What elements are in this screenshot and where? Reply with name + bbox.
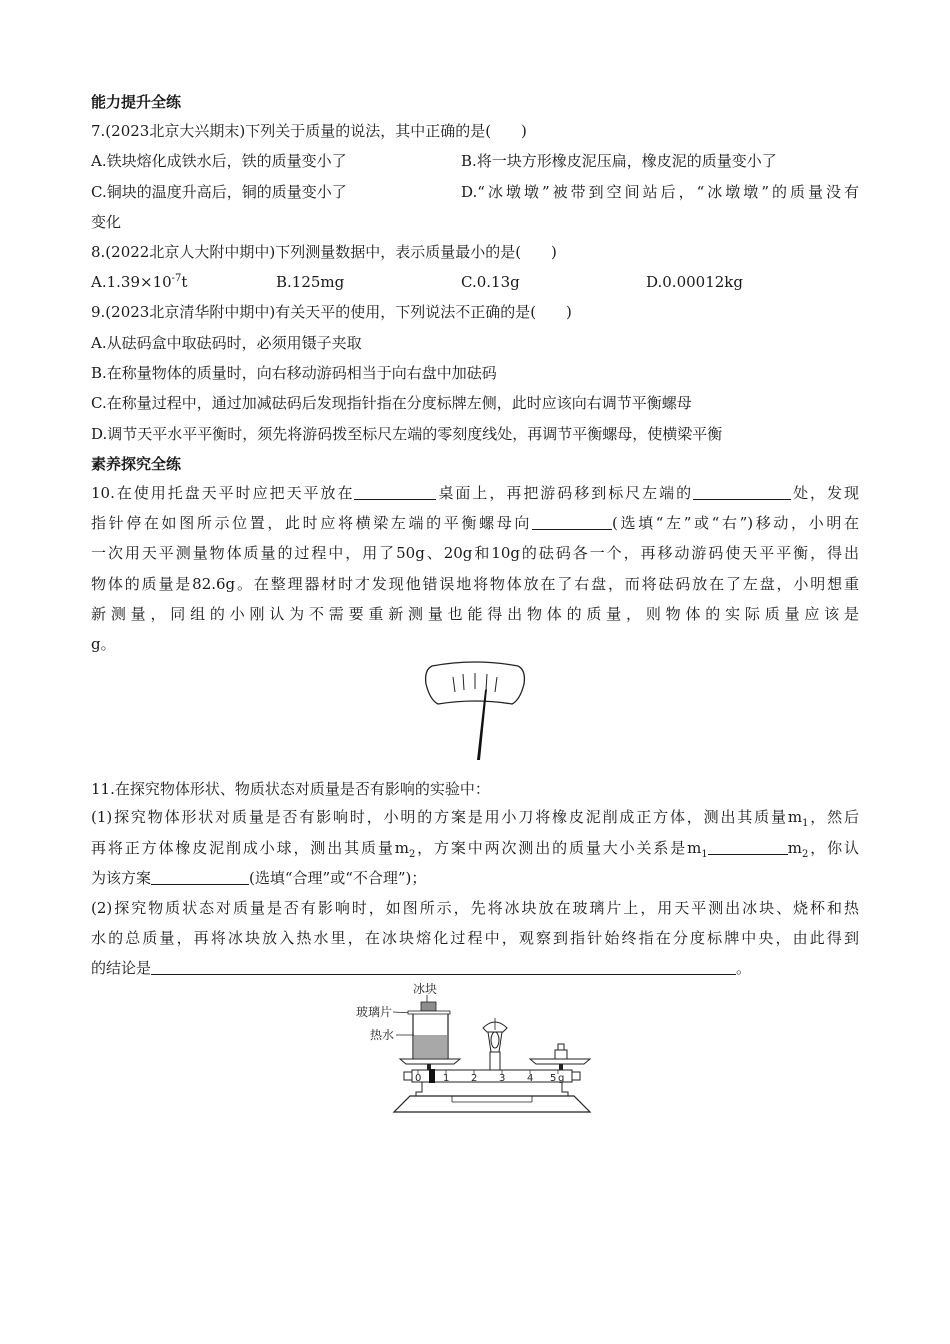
q9-option-a: A.从砝码盒中取砝码时，必须用镊子夹取	[91, 334, 362, 352]
q9-option-b: B.在称量物体的质量时，向右移动游码相当于向右盘中加砝码	[91, 364, 497, 382]
ice-cube	[421, 1002, 436, 1011]
q11-part2-line-3: 的结论是 。	[91, 959, 752, 977]
q9-option-d: D.调节天平水平平衡时，须先将游码拨至标尺左端的零刻度线处，再调节平衡螺母，使横梁平衡	[91, 425, 723, 443]
dial-tick-5	[495, 677, 497, 692]
q10-blank-1[interactable]	[354, 483, 436, 500]
q11-blank-1[interactable]	[708, 838, 788, 855]
q10-line-6: g。	[91, 635, 116, 653]
q7-option-a: A.铁块熔化成铁水后，铁的质量变小了	[91, 152, 347, 170]
q11-stem: 11.在探究物体形状、物质状态对质量是否有影响的实验中：	[91, 780, 490, 798]
q11-part1-line-1: (1)探究物体形状对质量是否有影响时，小明的方案是用小刀将橡皮泥削成正方体，测出其质量$m_1$，然后	[91, 808, 859, 829]
q10-line-4: 物体的质量是82.6g。在整理器材时才发现他错误地将物体放在了右盘，而将砝码放在了左盘，小明想重	[91, 575, 859, 593]
balance-beam	[412, 1070, 572, 1082]
scale-tick-1: 1	[443, 1073, 450, 1084]
section-heading-ability: 能力提升全练	[91, 93, 182, 111]
dial-tick-1	[453, 677, 455, 692]
q8-option-b: B.125mg	[276, 273, 345, 291]
scale-tick-0: 0	[415, 1073, 422, 1084]
q10-line-1: 10.在使用托盘天平时应把天平放在 桌面上，再把游码移到标尺左端的 处，发现	[91, 484, 859, 502]
label-glass: 玻璃片	[356, 1005, 393, 1019]
q11-part2-line-2: 水的总质量，再将冰块放入热水里，在冰块熔化过程中，观察到指针始终指在分度标牌中央，由此得到	[91, 929, 859, 947]
pointer-dial-figure	[420, 660, 530, 764]
q7-option-d-continued: 变化	[91, 213, 122, 231]
scale-tick-5: 5	[550, 1073, 557, 1084]
q8-option-c: C.0.13g	[461, 273, 520, 291]
hot-water	[414, 1035, 447, 1058]
rider	[429, 1069, 435, 1083]
q7-option-b: B.将一块方形橡皮泥压扁，橡皮泥的质量变小了	[461, 152, 777, 170]
q10-line-5: 新测量，同组的小刚认为不需要重新测量也能得出物体的质量，则物体的实际质量应该是	[91, 605, 859, 623]
q9-option-c: C.在称量过程中，通过加减砝码后发现指针指在分度标牌左侧，此时应该向右调节平衡螺母	[91, 394, 692, 412]
q11-blank-3[interactable]	[151, 958, 736, 975]
q11-part2-line-1: (2)探究物质状态对质量是否有影响时，如图所示，先将冰块放在玻璃片上，用天平测出冰块、烧杯和热	[91, 899, 859, 917]
dial-pointer	[477, 689, 487, 760]
q11-part1-line-2: 再将正方体橡皮泥削成小球，测出其质量$m_2$，方案中两次测出的质量大小关系是$m_1$ $m_2$，你认	[91, 839, 859, 860]
q8-option-a: $A.1.39\times 10^{-7}t$	[91, 273, 188, 291]
glass-slide	[408, 1011, 450, 1014]
q10-line-2: 指针停在如图所示位置，此时应将横梁左端的平衡螺母向 (选填“左”或“右”)移动，小明在	[91, 514, 859, 532]
scale-tick-3: 3	[499, 1073, 506, 1084]
q7-option-d: D.“冰墩墩”被带到空间站后，“冰墩墩”的质量没有	[461, 183, 859, 201]
q7-stem: 7.(2023北京大兴期末)下列关于质量的说法，其中正确的是( )	[91, 122, 527, 140]
section-heading-literacy: 素养探究全练	[91, 455, 182, 473]
q10-blank-3[interactable]	[532, 513, 612, 530]
label-water: 热水	[370, 1028, 395, 1042]
scale-tick-4: 4	[527, 1073, 534, 1084]
q10-blank-2[interactable]	[693, 483, 791, 500]
dial-tick-2	[463, 674, 464, 690]
q11-blank-2[interactable]	[151, 868, 249, 885]
balance-base	[394, 1096, 590, 1112]
q7-option-c: C.铜块的温度升高后，铜的质量变小了	[91, 183, 347, 201]
scale-unit: g	[558, 1073, 565, 1084]
dial-tick-4	[486, 674, 487, 690]
balance-figure	[352, 980, 602, 1120]
q8-option-d: D.0.00012kg	[646, 273, 743, 291]
scale-tick-2: 2	[471, 1073, 478, 1084]
label-ice: 冰块	[413, 982, 438, 996]
q9-stem: 9.(2023北京清华附中期中)有关天平的使用，下列说法不正确的是( )	[91, 303, 572, 321]
q8-stem: 8.(2022北京人大附中期中)下列测量数据中，表示质量最小的是( )	[91, 243, 557, 261]
q10-line-3: 一次用天平测量物体质量的过程中，用了50g、20g和10g的砝码各一个，再移动游码使天平平衡，得出	[91, 544, 859, 562]
q11-part1-line-3: 为该方案 (选填“合理”或“不合理”)；	[91, 869, 427, 887]
